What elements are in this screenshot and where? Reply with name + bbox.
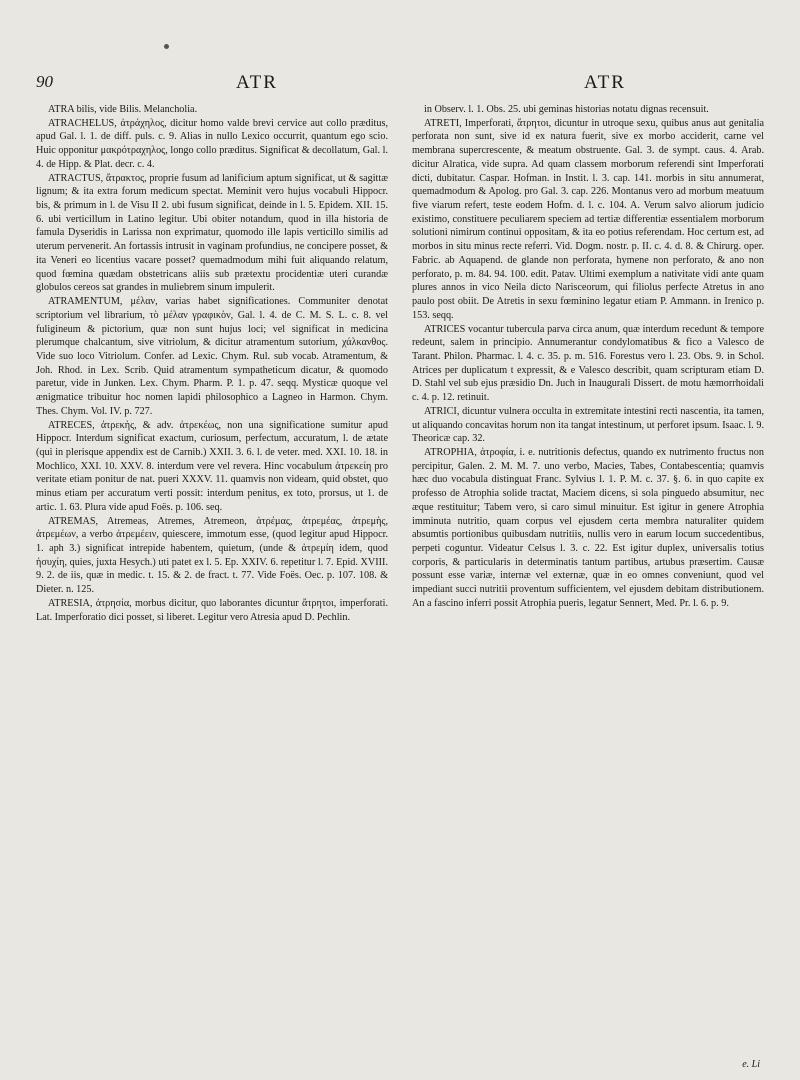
page-number: 90 xyxy=(36,72,53,91)
entry-atreces: ATRECES, ἀτρεκὴς, & adv. ἀτρεκέως, non una significatione sumitur apud Hippocr. Interdum significat exactum, curiosum, perfectum, accuratum, l. de ætate (qui in plerisque appendix est de Carnib.) XXII. 3. 6. l. de veter. med. XXI. 10. 18. in Mochlico, XXI. 10. XXV. 8. interdum vere vel revera. Hinc vocabulum ἀτρεκείη pro veritate etiam ponitur de nat. pueri XXXV. 11. quamvis non videam, quid obstet, quo minus etiam per accuratum verti possit: interdum penitus, ex toto, prorsus, ut 1. de artic. 1. 63. Plura vide apud Foës. p. 106. seq. xyxy=(36,419,388,513)
ink-spot xyxy=(164,44,169,49)
entry-atreti: ATRETI, Imperforati, ἄτρητοι, dicuntur in utroque sexu, quibus anus aut genitalia perforata non sunt, sive id ex natura fuerit, sive ex morbo acciderit, carne vel membrana supercrescente, & meatum obstruente. Gal. 3. de sympt. caus. 4. Arab. dicitur Alratica, vide supra. Ad quam classem morborum referendi sint Imperforati dicti, dubitatur. Caspar. Hofman. in Instit. l. 3. cap. 141. morbis in situ annumerat, quemadmodum & Apolog. pro Gal. 3. cap. 226. Montanus vero ad morbum meatuum five viarum refert, teste eodem Hofm. d. l. c. 104. A. Verum salvo aliorum judicio existimo, constituere peculiarem speciem ad tertiæ differentiæ essentialem morborum solutioni nimirum continui oppositam, & ita eo potius referendam. Hoc certum est, ad morbos in situ minus recte referri. Vid. Dogm. nostr. p. II. c. 4. d. 8. & Chirurg. oper. Fabric. ab Aquapend. de glande non perforata, hymene non perforato, & ano non perforato, p. m. 84. 94. 100. edit. Patav. Ultimi exemplum a nativitate vidi ante quam plures annos in vico Neila dicto Narisceorum, qui filiolus perfecte Atretus in ano paulo post obiit. De Atretis in sexu fœminino legatur etiam P. Ammann. in Irenico p. 153. seqq. xyxy=(412,117,764,321)
entry-atrices: ATRICES vocantur tubercula parva circa anum, quæ interdum recedunt & tempore redeunt, salem in principio. Annumerantur condylomatibus & fico a Valesco de Tarant. Philon. Pharmac. l. 4. c. 35. p. m. 516. Forestus vero l. 23. Obs. 9. in Schol. Atrices per duplicatum t expressit, & e Valesco describit, quam scripturam etiam D. D. Stahl vel sub ejus præsidio Dn. Juch in Inaugurali Dissert. de motu hæmorrhoidali c. 4. p. 12. retinuit. xyxy=(412,323,764,404)
entry-atramentum: ATRAMENTUM, μέλαν, varias habet significationes. Communiter denotat scriptorium vel librarium, τὸ μέλαν γραφικὸν, Gal. l. 4. de C. M. S. L. c. 8. vel fuligineum & pictorium, quæ non sunt hujus loci; vel significat in medicina plerumque chalcantum, sive vitriolum, & dicitur atramentum sutorium, χάλκανθος. Vide suo loco Vitriolum. Confer. ad Lexic. Chym. Rul. sub vocab. Atramentum, & Joh. Rhod. in Lex. Scrib. Quid atramentum sympatheticum dicatur, & quomodo paretur, vide in Junken. Lex. Chym. Pharm. P. 1. p. 47. seqq. Mysticæ quoque vel ænigmatice tribuitur hoc nomen lapidi philosophico a Lagneo in Harmon. Chym. Thes. Chym. Vol. IV. p. 727. xyxy=(36,296,388,417)
catchword: e. Li xyxy=(742,1059,760,1070)
entry-atrophia: ATROPHIA, ἀτροφία, i. e. nutritionis defectus, quando ex nutrimento fructus non percipitur, Galen. 2. M. M. 7. uno verbo, Macies, Tabes, Contabescentia; quamvis hæc duo vocabula distinguat Franc. Sylvius l. 1. P. M. c. 37. §. 6. in quo capite ex professo de Atrophia solide tractat, Maciem dicens, si sola pinguedo absumitur, nec æque restituitur; Tabem vero, si caro simul minuitur. Est igitur in genere Atrophia imminuta nutritio, quam corpus vel ejusdem certa membra naturaliter quidem absumtis portionibus quibusdam nutritiis, nullis vero in earum locum succedentibus, perpeti coguntur. Videatur Celsus l. 3. c. 22. Est igitur duplex, universalis totius corporis, & particularis in determinatis tantum partibus, artubus præsertim. Causæ possunt esse variæ, internæ vel externæ, quæ in eo omnes conveniunt, quod vel impediant succi nutritii proventum sufficientem, vel ejusdem debitam distributionem. An a fascino inferri possit Atrophia pueris, legatur Sennert, Med. Pr. l. 6. p. 9. xyxy=(412,446,764,609)
text-columns xyxy=(36,103,764,1062)
entry-atresia: ATRESIA, ἀτρησία, morbus dicitur, quo laborantes dicuntur ἄτρητοι, imperforati. Lat. Imperforatio dici posset, si liberet. Legitur vero Atresia apud D. Pechlin. xyxy=(36,597,388,623)
right-column xyxy=(412,103,764,1062)
entry-atresia-continued: in Observ. l. 1. Obs. 25. ubi geminas historias notatu dignas recensuit. xyxy=(424,104,709,115)
page-header xyxy=(36,72,764,96)
entry-atrachelus: ATRACHELUS, ἀτράχηλος, dicitur homo valde brevi cervice aut collo præditus, apud Gal. l. 1. de diff. puls. c. 9. Alias in nullo Lexico occurrit, quantum ego scio. Huic opponitur μακρότραχηλος, longo collo præditus. Significat & decollatum, Gal. l. 4. de Hipp. & Plat. decr. c. 4. xyxy=(36,117,388,170)
running-head-right: ATR xyxy=(584,72,626,93)
entry-atra: ATRA bilis, vide Bilis. Melancholia. xyxy=(48,104,198,115)
entry-atremas: ATREMAS, Atremeas, Atremes, Atremeon, ἀτρέμας, ἀτρεμέας, ἀτρεμὴς, ἀτρεμέων, a verbo ἀτρεμέειν, quiescere, immotum esse, (quod legitur apud Hippocr. 1. aph 3.) significat intrepide habentem, quietum, (unde & ἀτρεμίη idem, quod ἡσυχίη, quies, juxta Hesych.) uti patet ex l. 5. Ep. XXIV. 6. repetitur l. 7. Epid. XVIII. 9. 2. de iis, quæ in medic. t. 15. & 2. de fract. t. 77. Vide Foës. Oec. p. 107. 108. & Dieter. n. 125. xyxy=(36,515,388,596)
left-column xyxy=(36,103,388,1062)
entry-atrici: ATRICI, dicuntur vulnera occulta in extremitate intestini recti nascentia, ita tamen, ut aliquando concavitas horum non ita tangat intestinum, ut perforet ipsum. Isaac. l. 9. Theoricæ cap. 32. xyxy=(412,405,764,445)
entry-atractus: ATRACTUS, ἄτρακτος, proprie fusum ad lanificium aptum significat, ut & sagittæ lignum; & ita extra forum medicum spectat. Meminit vero hujus vocabuli Hippocr. bis, & primum in l. de Visu II 2. ubi fusum significat, deinde in l. 5. Epidem. XII. 15. 6. ubi verticillum in Latino legitur. Ubi obiter notandum, quod in illa historia de famula Dyseridis in Larissa non exprimatur, quomodo ille lapis verticillo similis ad uterum pervenerit. An fortassis intrusit in vaginam profundius, ne concipere posset, & ita Veneri eo licentius vacare posset? quemadmodum mihi fuit aliquando relatum, quod fœmina quædam obstetricans aliis sub prætextu procidentiæ uteri curandæ globulos cereos sat grandes in muliebrem sinum impulerit. xyxy=(36,172,388,294)
running-head-left: ATR xyxy=(236,72,278,93)
